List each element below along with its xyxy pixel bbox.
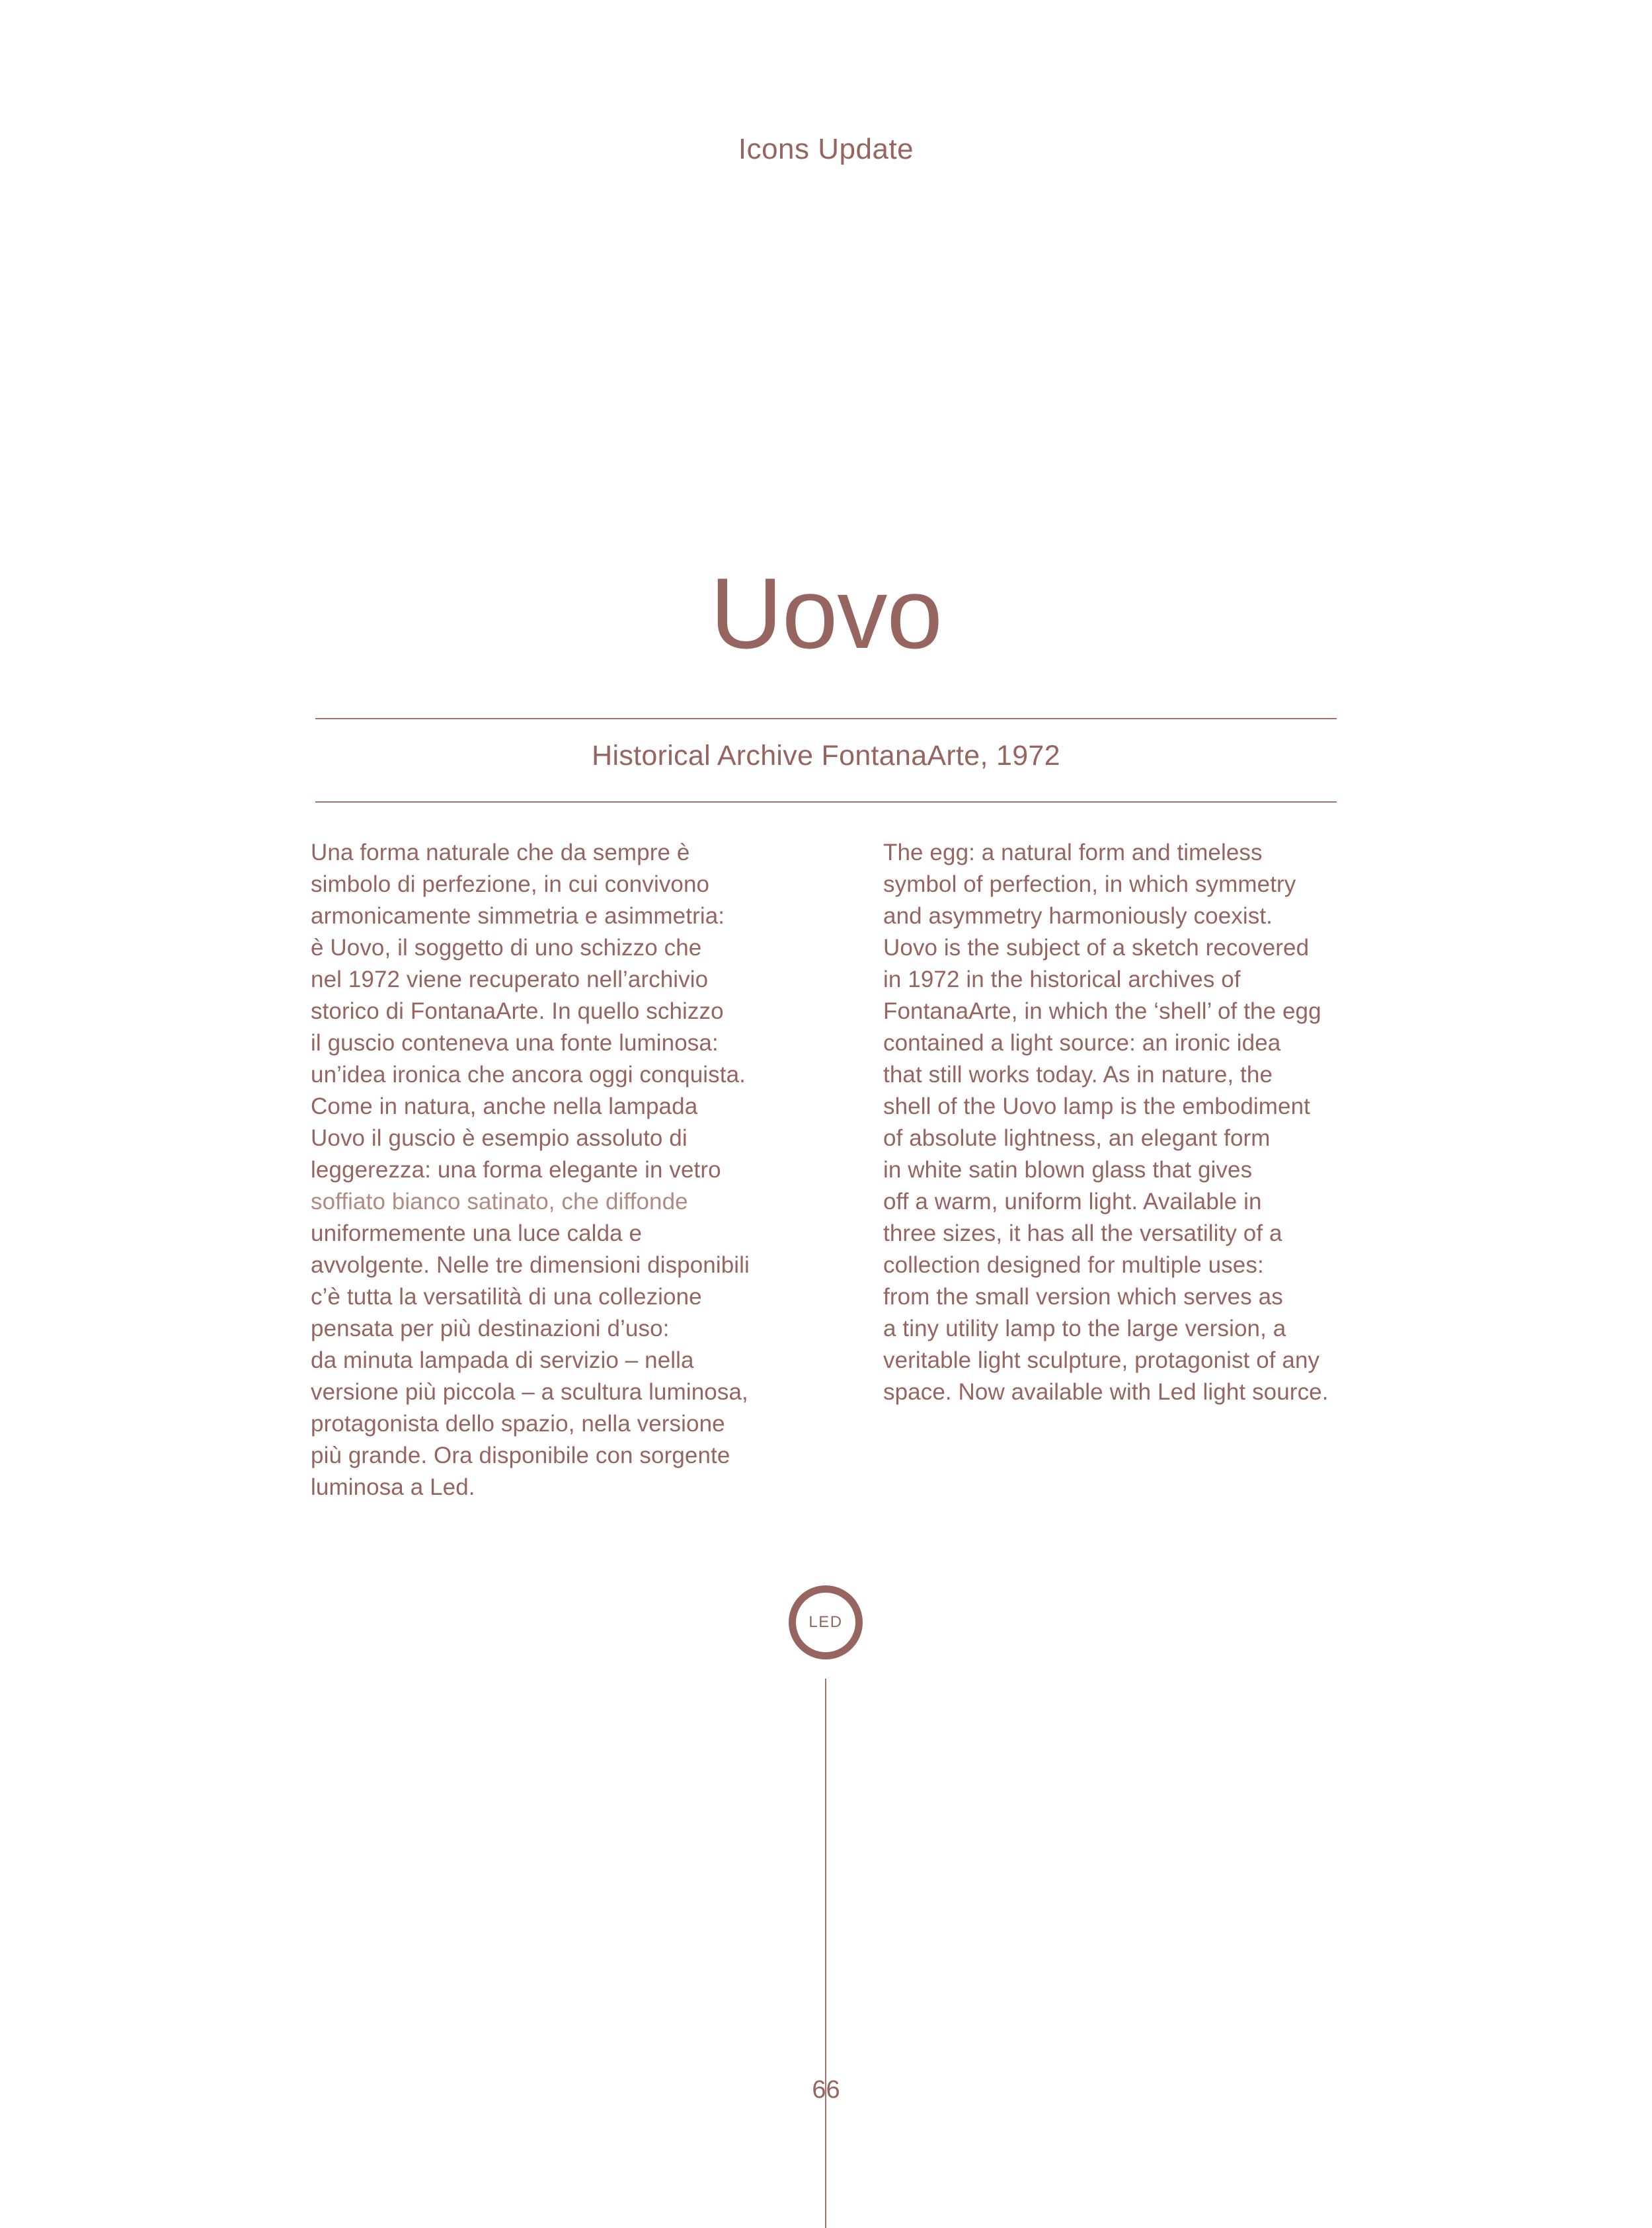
english-text-column [883, 837, 1353, 1408]
text-line: Uovo il guscio è esempio assoluto di [311, 1125, 688, 1151]
text-line: più grande. Ora disponibile con sorgente [311, 1443, 730, 1468]
page-title: Uovo [710, 557, 942, 670]
led-badge-icon [789, 1585, 863, 1659]
italian-text-column [311, 837, 773, 1503]
text-line: leggerezza: una forma elegante in vetro [311, 1157, 721, 1183]
text-line: three sizes, it has all the versatility of a [883, 1220, 1282, 1246]
text-line: storico di FontanaArte. In quello schizzo [311, 998, 724, 1024]
text-line: uniformemente una luce calda e [311, 1220, 643, 1246]
section-header: Icons Update [738, 133, 914, 165]
text-line: FontanaArte, in which the ‘shell’ of the egg [883, 998, 1321, 1024]
page-number: 66 [812, 2076, 840, 2104]
horizontal-rule-top [315, 718, 1337, 719]
text-line: symbol of perfection, in which symmetry [883, 871, 1296, 897]
text-line: il guscio conteneva una fonte luminosa: [311, 1030, 719, 1056]
text-line: of absolute lightness, an elegant form [883, 1125, 1271, 1151]
text-line: c’è tutta la versatilità di una collezione [311, 1284, 702, 1310]
text-line: nel 1972 viene recuperato nell’archivio [311, 967, 709, 992]
text-line: simbolo di perfezione, in cui convivono [311, 871, 710, 897]
text-line: in 1972 in the historical archives of [883, 967, 1241, 992]
text-line: versione più piccola – a scultura luminosa, [311, 1379, 748, 1405]
text-line: from the small version which serves as [883, 1284, 1283, 1310]
column-divider [825, 1679, 826, 2228]
text-line: Una forma naturale che da sempre è [311, 840, 690, 865]
text-line: protagonista dello spazio, nella versione [311, 1411, 725, 1437]
text-line: The egg: a natural form and timeless [883, 840, 1263, 865]
text-line: contained a light source: an ironic idea [883, 1030, 1281, 1056]
page-subtitle: Historical Archive FontanaArte, 1972 [592, 740, 1060, 772]
text-line: collection designed for multiple uses: [883, 1252, 1264, 1278]
text-line: luminosa a Led. [311, 1474, 475, 1500]
text-line: and asymmetry harmoniously coexist. [883, 903, 1273, 929]
text-line: that still works today. As in nature, the [883, 1062, 1273, 1088]
text-line: veritable light sculpture, protagonist of any [883, 1347, 1320, 1373]
text-line: armonicamente simmetria e asimmetria: [311, 903, 725, 929]
text-line: off a warm, uniform light. Available in [883, 1189, 1262, 1214]
horizontal-rule-bottom [315, 801, 1337, 803]
text-line: pensata per più destinazioni d’uso: [311, 1316, 670, 1341]
text-line: avvolgente. Nelle tre dimensioni disponibili [311, 1252, 750, 1278]
text-line: a tiny utility lamp to the large version, a [883, 1316, 1286, 1341]
text-line: da minuta lampada di servizio – nella [311, 1347, 694, 1373]
text-line: space. Now available with Led light source. [883, 1379, 1329, 1405]
led-badge-label: LED [808, 1613, 843, 1631]
text-line: shell of the Uovo lamp is the embodiment [883, 1094, 1310, 1119]
text-line: è Uovo, il soggetto di uno schizzo che [311, 935, 702, 961]
text-line: in white satin blown glass that gives [883, 1157, 1253, 1183]
text-line: un’idea ironica che ancora oggi conquista. [311, 1062, 746, 1088]
text-line: Come in natura, anche nella lampada [311, 1094, 698, 1119]
text-line: Uovo is the subject of a sketch recovered [883, 935, 1310, 961]
text-line: soffiato bianco satinato, che diffonde [311, 1189, 688, 1214]
